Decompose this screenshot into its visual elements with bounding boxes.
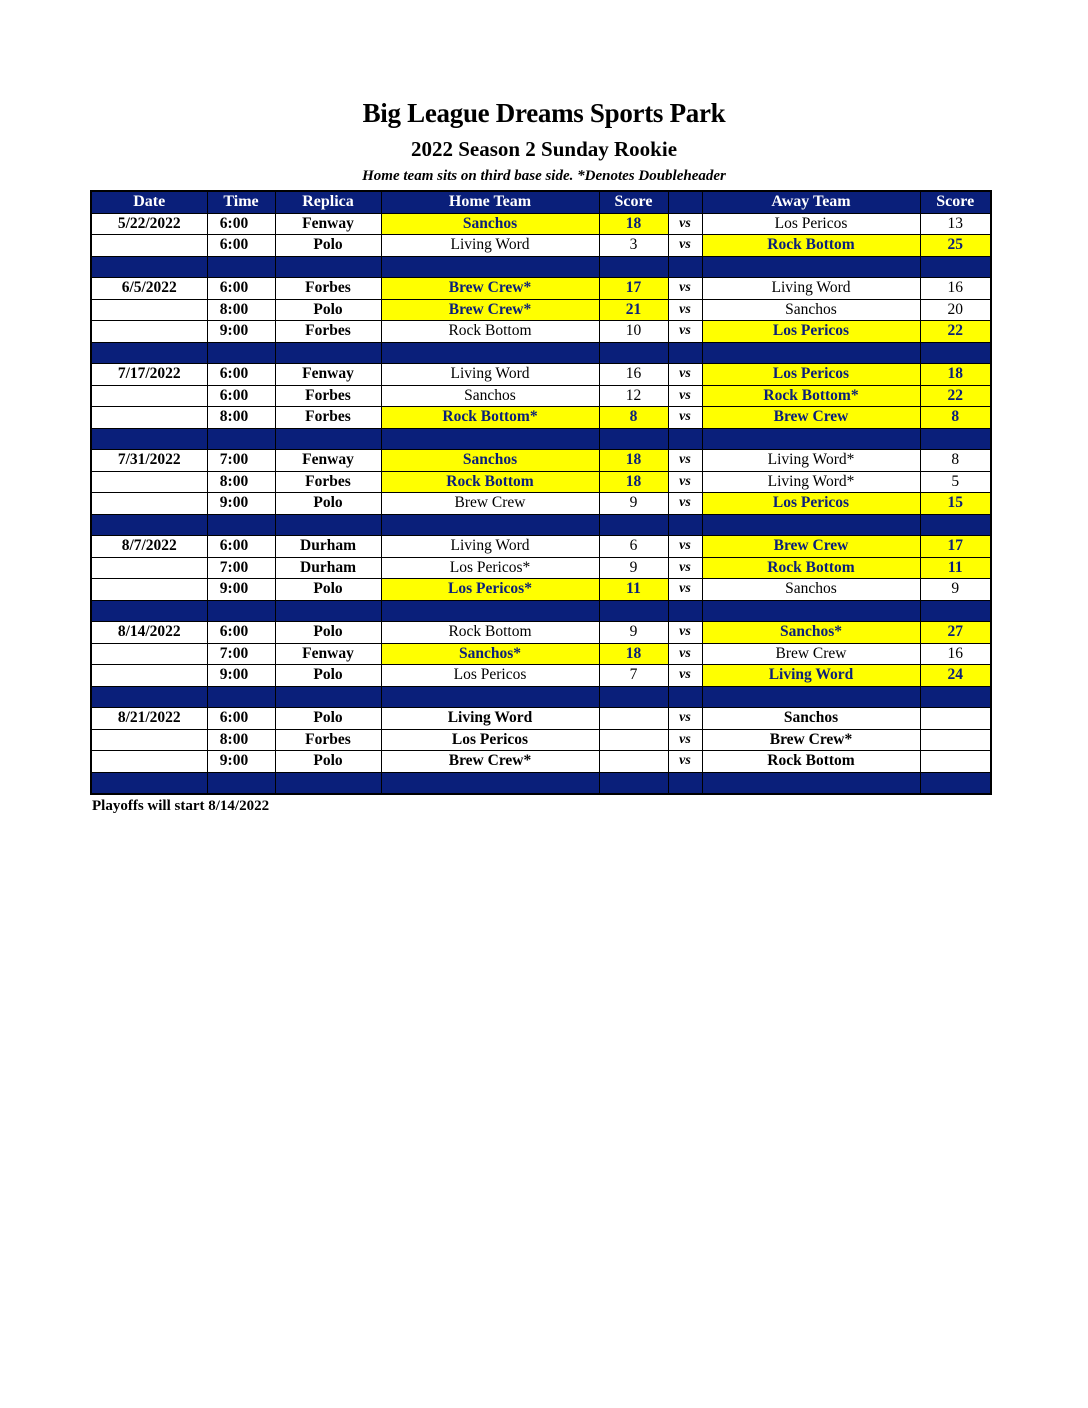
- replica-cell: Durham: [275, 557, 381, 579]
- separator-cell: [599, 428, 668, 450]
- replica-cell: Polo: [275, 493, 381, 515]
- header-vs: [668, 191, 702, 213]
- separator-cell: [91, 256, 207, 278]
- separator-cell: [599, 256, 668, 278]
- separator-cell: [91, 600, 207, 622]
- vs-cell: vs: [668, 729, 702, 751]
- separator-cell: [920, 342, 991, 364]
- separator-cell: [275, 686, 381, 708]
- game-row: [91, 729, 991, 751]
- home-team-cell: Sanchos: [381, 385, 599, 407]
- week-separator-row: [91, 772, 991, 794]
- week-separator-row: [91, 600, 991, 622]
- game-row: [91, 407, 991, 429]
- separator-cell: [381, 342, 599, 364]
- away-team-cell: Living Word*: [702, 450, 920, 472]
- replica-cell: Polo: [275, 579, 381, 601]
- time-cell: 6:00: [207, 364, 275, 386]
- time-cell: 8:00: [207, 407, 275, 429]
- away-score-cell: 15: [920, 493, 991, 515]
- away-score-cell: 16: [920, 643, 991, 665]
- game-row: [91, 278, 991, 300]
- away-team-cell: Living Word: [702, 278, 920, 300]
- time-cell: 6:00: [207, 708, 275, 730]
- away-score-cell: 24: [920, 665, 991, 687]
- separator-cell: [599, 600, 668, 622]
- separator-cell: [207, 514, 275, 536]
- time-cell: 9:00: [207, 321, 275, 343]
- separator-cell: [91, 342, 207, 364]
- game-row: [91, 579, 991, 601]
- game-row: [91, 643, 991, 665]
- away-score-cell: 8: [920, 450, 991, 472]
- time-cell: 7:00: [207, 450, 275, 472]
- date-cell: 7/31/2022: [91, 450, 207, 472]
- separator-cell: [668, 256, 702, 278]
- time-cell: 7:00: [207, 557, 275, 579]
- away-score-cell: [920, 708, 991, 730]
- separator-cell: [91, 428, 207, 450]
- replica-cell: Polo: [275, 665, 381, 687]
- vs-cell: vs: [668, 407, 702, 429]
- away-team-cell: Los Pericos: [702, 364, 920, 386]
- date-cell: [91, 299, 207, 321]
- date-cell: [91, 751, 207, 773]
- separator-cell: [702, 686, 920, 708]
- footer-note: Playoffs will start 8/14/2022: [92, 798, 270, 814]
- vs-cell: vs: [668, 235, 702, 257]
- replica-cell: Polo: [275, 299, 381, 321]
- vs-cell: vs: [668, 643, 702, 665]
- page-title: Big League Dreams Sports Park: [362, 98, 726, 128]
- game-row: [91, 622, 991, 644]
- home-score-cell: 6: [599, 536, 668, 558]
- replica-cell: Fenway: [275, 213, 381, 235]
- vs-cell: vs: [668, 665, 702, 687]
- home-score-cell: 18: [599, 450, 668, 472]
- replica-cell: Durham: [275, 536, 381, 558]
- separator-cell: [381, 772, 599, 794]
- game-row: [91, 364, 991, 386]
- home-score-cell: 9: [599, 622, 668, 644]
- game-row: [91, 493, 991, 515]
- home-score-cell: 9: [599, 557, 668, 579]
- date-cell: [91, 471, 207, 493]
- game-row: [91, 385, 991, 407]
- date-cell: 8/7/2022: [91, 536, 207, 558]
- schedule-body: [91, 213, 991, 794]
- separator-cell: [668, 600, 702, 622]
- vs-cell: vs: [668, 364, 702, 386]
- game-row: [91, 213, 991, 235]
- vs-cell: vs: [668, 299, 702, 321]
- vs-cell: vs: [668, 751, 702, 773]
- header-replica: Replica: [275, 191, 381, 213]
- replica-cell: Polo: [275, 622, 381, 644]
- replica-cell: Fenway: [275, 450, 381, 472]
- time-cell: 6:00: [207, 536, 275, 558]
- header-away-score: Score: [920, 191, 991, 213]
- separator-cell: [381, 514, 599, 536]
- home-score-cell: 12: [599, 385, 668, 407]
- separator-cell: [668, 428, 702, 450]
- home-team-cell: Brew Crew*: [381, 299, 599, 321]
- separator-cell: [668, 514, 702, 536]
- separator-cell: [207, 428, 275, 450]
- vs-cell: vs: [668, 536, 702, 558]
- time-cell: 6:00: [207, 235, 275, 257]
- separator-cell: [91, 514, 207, 536]
- away-team-cell: Brew Crew*: [702, 729, 920, 751]
- away-team-cell: Sanchos: [702, 299, 920, 321]
- replica-cell: Fenway: [275, 364, 381, 386]
- separator-cell: [920, 428, 991, 450]
- separator-cell: [91, 772, 207, 794]
- vs-cell: vs: [668, 450, 702, 472]
- away-score-cell: [920, 729, 991, 751]
- away-team-cell: Brew Crew: [702, 536, 920, 558]
- replica-cell: Forbes: [275, 471, 381, 493]
- date-cell: 6/5/2022: [91, 278, 207, 300]
- week-separator-row: [91, 428, 991, 450]
- home-team-cell: Rock Bottom: [381, 622, 599, 644]
- home-team-cell: Brew Crew: [381, 493, 599, 515]
- replica-cell: Forbes: [275, 278, 381, 300]
- separator-cell: [381, 428, 599, 450]
- away-score-cell: 5: [920, 471, 991, 493]
- date-cell: 8/21/2022: [91, 708, 207, 730]
- away-score-cell: 8: [920, 407, 991, 429]
- away-score-cell: 22: [920, 321, 991, 343]
- date-cell: 7/17/2022: [91, 364, 207, 386]
- separator-cell: [668, 686, 702, 708]
- separator-cell: [920, 686, 991, 708]
- separator-cell: [668, 772, 702, 794]
- away-team-cell: Living Word: [702, 665, 920, 687]
- date-cell: [91, 321, 207, 343]
- vs-cell: vs: [668, 213, 702, 235]
- away-team-cell: Los Pericos: [702, 321, 920, 343]
- away-score-cell: 16: [920, 278, 991, 300]
- home-team-cell: Living Word: [381, 364, 599, 386]
- page-subtitle: 2022 Season 2 Sunday Rookie: [410, 137, 678, 161]
- away-score-cell: 20: [920, 299, 991, 321]
- replica-cell: Polo: [275, 235, 381, 257]
- away-team-cell: Los Pericos: [702, 213, 920, 235]
- vs-cell: vs: [668, 493, 702, 515]
- time-cell: 9:00: [207, 751, 275, 773]
- vs-cell: vs: [668, 557, 702, 579]
- home-team-cell: Sanchos: [381, 450, 599, 472]
- date-cell: [91, 643, 207, 665]
- separator-cell: [702, 428, 920, 450]
- separator-cell: [207, 686, 275, 708]
- separator-cell: [275, 600, 381, 622]
- home-team-cell: Los Pericos*: [381, 579, 599, 601]
- week-separator-row: [91, 256, 991, 278]
- away-team-cell: Sanchos: [702, 708, 920, 730]
- game-row: [91, 665, 991, 687]
- time-cell: 8:00: [207, 729, 275, 751]
- away-team-cell: Brew Crew: [702, 407, 920, 429]
- replica-cell: Forbes: [275, 385, 381, 407]
- replica-cell: Forbes: [275, 407, 381, 429]
- separator-cell: [599, 514, 668, 536]
- home-score-cell: [599, 729, 668, 751]
- away-score-cell: 17: [920, 536, 991, 558]
- home-team-cell: Rock Bottom: [381, 321, 599, 343]
- time-cell: 9:00: [207, 579, 275, 601]
- home-score-cell: 18: [599, 471, 668, 493]
- home-team-cell: Living Word: [381, 536, 599, 558]
- home-score-cell: [599, 708, 668, 730]
- schedule-note: Home team sits on third base side. *Denotes Doubleheader: [362, 168, 726, 184]
- replica-cell: Fenway: [275, 643, 381, 665]
- time-cell: 8:00: [207, 471, 275, 493]
- separator-cell: [920, 772, 991, 794]
- home-team-cell: Los Pericos: [381, 729, 599, 751]
- separator-cell: [381, 686, 599, 708]
- home-team-cell: Los Pericos: [381, 665, 599, 687]
- separator-cell: [599, 342, 668, 364]
- date-cell: 8/14/2022: [91, 622, 207, 644]
- separator-cell: [702, 772, 920, 794]
- separator-cell: [381, 256, 599, 278]
- away-team-cell: Sanchos: [702, 579, 920, 601]
- separator-cell: [920, 256, 991, 278]
- away-team-cell: Sanchos*: [702, 622, 920, 644]
- week-separator-row: [91, 342, 991, 364]
- separator-cell: [207, 342, 275, 364]
- date-cell: [91, 579, 207, 601]
- date-cell: [91, 407, 207, 429]
- separator-cell: [275, 772, 381, 794]
- replica-cell: Forbes: [275, 321, 381, 343]
- separator-cell: [702, 514, 920, 536]
- separator-cell: [920, 600, 991, 622]
- separator-cell: [275, 342, 381, 364]
- away-score-cell: 9: [920, 579, 991, 601]
- date-cell: [91, 235, 207, 257]
- separator-cell: [668, 342, 702, 364]
- replica-cell: Polo: [275, 708, 381, 730]
- time-cell: 9:00: [207, 665, 275, 687]
- time-cell: 6:00: [207, 385, 275, 407]
- vs-cell: vs: [668, 278, 702, 300]
- header-row: [91, 191, 991, 213]
- vs-cell: vs: [668, 579, 702, 601]
- week-separator-row: [91, 514, 991, 536]
- home-team-cell: Brew Crew*: [381, 278, 599, 300]
- home-score-cell: 9: [599, 493, 668, 515]
- home-score-cell: [599, 751, 668, 773]
- game-row: [91, 536, 991, 558]
- vs-cell: vs: [668, 385, 702, 407]
- away-team-cell: Rock Bottom*: [702, 385, 920, 407]
- date-cell: [91, 557, 207, 579]
- away-team-cell: Rock Bottom: [702, 235, 920, 257]
- home-score-cell: 21: [599, 299, 668, 321]
- home-score-cell: 8: [599, 407, 668, 429]
- game-row: [91, 708, 991, 730]
- date-cell: [91, 493, 207, 515]
- date-cell: 5/22/2022: [91, 213, 207, 235]
- away-score-cell: [920, 751, 991, 773]
- time-cell: 6:00: [207, 213, 275, 235]
- away-team-cell: Los Pericos: [702, 493, 920, 515]
- header-home-score: Score: [599, 191, 668, 213]
- game-row: [91, 751, 991, 773]
- header-home-team: Home Team: [381, 191, 599, 213]
- header-away-team: Away Team: [702, 191, 920, 213]
- home-score-cell: 3: [599, 235, 668, 257]
- separator-cell: [702, 342, 920, 364]
- away-score-cell: 25: [920, 235, 991, 257]
- separator-cell: [275, 256, 381, 278]
- header-date: Date: [91, 191, 207, 213]
- separator-cell: [207, 600, 275, 622]
- separator-cell: [599, 686, 668, 708]
- home-team-cell: Living Word: [381, 235, 599, 257]
- time-cell: 8:00: [207, 299, 275, 321]
- separator-cell: [702, 256, 920, 278]
- home-score-cell: 18: [599, 213, 668, 235]
- away-team-cell: Brew Crew: [702, 643, 920, 665]
- week-separator-row: [91, 686, 991, 708]
- game-row: [91, 299, 991, 321]
- date-cell: [91, 665, 207, 687]
- date-cell: [91, 729, 207, 751]
- away-score-cell: 13: [920, 213, 991, 235]
- replica-cell: Polo: [275, 751, 381, 773]
- home-team-cell: Sanchos*: [381, 643, 599, 665]
- separator-cell: [599, 772, 668, 794]
- home-score-cell: 11: [599, 579, 668, 601]
- separator-cell: [920, 514, 991, 536]
- time-cell: 9:00: [207, 493, 275, 515]
- home-team-cell: Rock Bottom: [381, 471, 599, 493]
- home-team-cell: Rock Bottom*: [381, 407, 599, 429]
- schedule-table: [90, 190, 992, 795]
- away-team-cell: Rock Bottom: [702, 557, 920, 579]
- game-row: [91, 557, 991, 579]
- time-cell: 6:00: [207, 278, 275, 300]
- separator-cell: [702, 600, 920, 622]
- away-team-cell: Living Word*: [702, 471, 920, 493]
- separator-cell: [91, 686, 207, 708]
- home-team-cell: Living Word: [381, 708, 599, 730]
- separator-cell: [275, 428, 381, 450]
- date-cell: [91, 385, 207, 407]
- home-score-cell: 18: [599, 643, 668, 665]
- home-score-cell: 17: [599, 278, 668, 300]
- time-cell: 7:00: [207, 643, 275, 665]
- separator-cell: [381, 600, 599, 622]
- time-cell: 6:00: [207, 622, 275, 644]
- game-row: [91, 450, 991, 472]
- vs-cell: vs: [668, 708, 702, 730]
- away-score-cell: 22: [920, 385, 991, 407]
- replica-cell: Forbes: [275, 729, 381, 751]
- vs-cell: vs: [668, 321, 702, 343]
- header-time: Time: [207, 191, 275, 213]
- home-team-cell: Brew Crew*: [381, 751, 599, 773]
- home-team-cell: Sanchos: [381, 213, 599, 235]
- home-score-cell: 16: [599, 364, 668, 386]
- separator-cell: [207, 772, 275, 794]
- home-score-cell: 7: [599, 665, 668, 687]
- home-team-cell: Los Pericos*: [381, 557, 599, 579]
- game-row: [91, 321, 991, 343]
- away-score-cell: 27: [920, 622, 991, 644]
- away-score-cell: 11: [920, 557, 991, 579]
- vs-cell: vs: [668, 622, 702, 644]
- separator-cell: [275, 514, 381, 536]
- separator-cell: [207, 256, 275, 278]
- away-score-cell: 18: [920, 364, 991, 386]
- game-row: [91, 471, 991, 493]
- vs-cell: vs: [668, 471, 702, 493]
- home-score-cell: 10: [599, 321, 668, 343]
- away-team-cell: Rock Bottom: [702, 751, 920, 773]
- game-row: [91, 235, 991, 257]
